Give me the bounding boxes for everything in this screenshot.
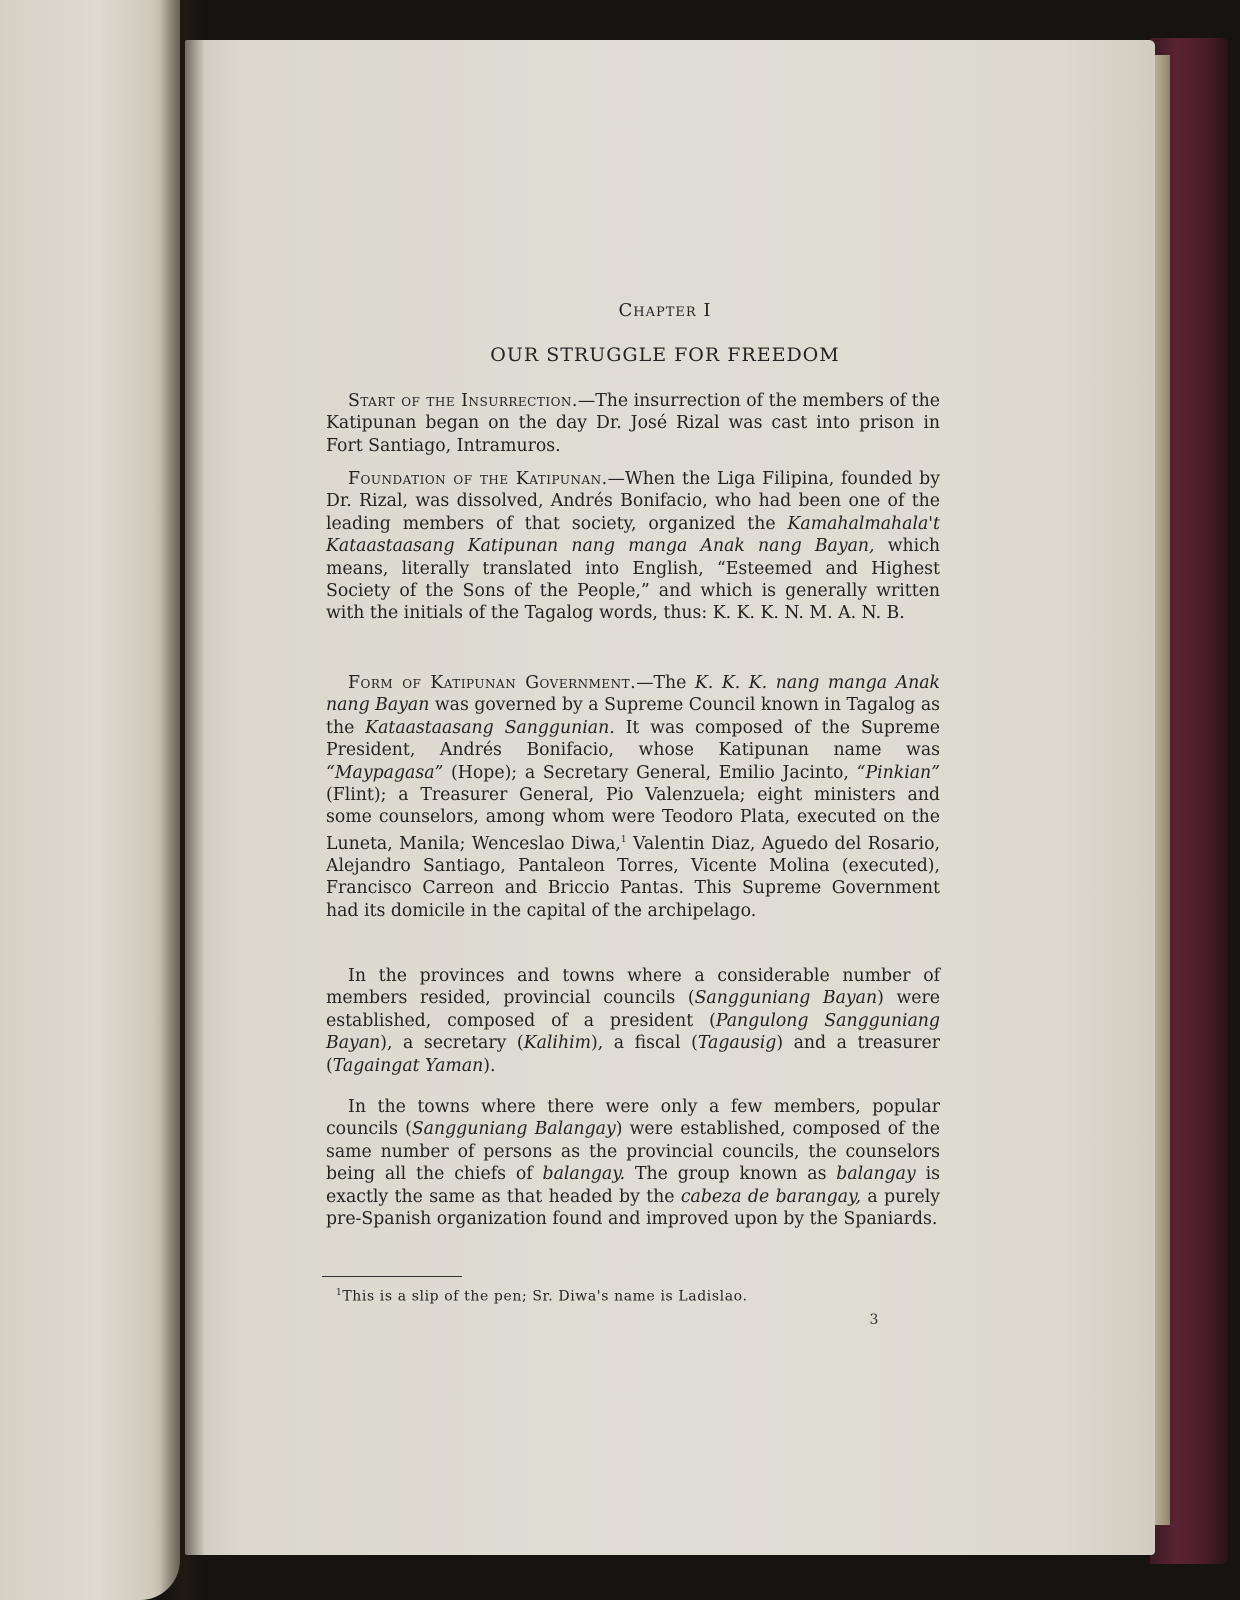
- paragraph-popular-councils: [326, 1096, 940, 1230]
- paragraph-text: —When the Liga Filipina, founded by Dr. Rizal, was dissolved, Andrés Bonifacio, who had been one of the leading members of that society, organized the: [326, 469, 941, 534]
- page-number: 3: [869, 1312, 879, 1328]
- paragraph-text: ).: [483, 1055, 496, 1076]
- paragraph-text: ), a secretary (: [380, 1033, 524, 1054]
- paragraph-text: a purely pre-Spanish organization found and improved upon by the Spaniards.: [326, 1186, 940, 1230]
- paragraph-lead: Start of the Insurrection.: [348, 391, 578, 411]
- paragraph-text: The group known as: [625, 1164, 837, 1185]
- paragraph-text: —The insurrection of the members of the Katipunan began on the day Dr. José Rizal was cast into prison in Fort Santiago, Intramuros.: [326, 391, 940, 456]
- footnote-text: This is a slip of the pen; Sr. Diwa's name is Ladislao.: [342, 1288, 748, 1305]
- paragraph-text: was governed by a Supreme Council known in Tagalog as the: [326, 695, 940, 738]
- paragraph-text: In the towns where there were only a few members, popular councils (: [326, 1097, 940, 1140]
- paragraph-text: Valentin Diaz, Aguedo del Rosario, Alejandro Santiago, Pantaleon Torres, Vicente Molina (executed), Francisco Carreon and Briccio Pantas. This Supreme Government had its domicile in the capital of the archipelago.: [326, 833, 940, 921]
- paragraph-foundation-of-katipunan: [326, 468, 940, 625]
- paragraph-italic: Sangguniang Bayan: [694, 988, 878, 1009]
- paragraph-lead: Form of Katipunan Government.: [348, 673, 637, 693]
- footnote: [336, 1288, 856, 1305]
- paragraph-italic: Kataastaasang Sanggunian.: [365, 717, 615, 738]
- paragraph-text: ), a fiscal (: [591, 1033, 698, 1054]
- paragraph-text: In the provinces and towns where a considerable number of members resided, provincial councils (: [326, 966, 940, 1009]
- paragraph-text: (Flint); a Treasurer General, Pio Valenzuela; eight ministers and some counselors, among whom were Teodoro Plata, executed on the Luneta, Manila; Wenceslao Diwa,: [326, 785, 940, 854]
- paragraph-text: ) were established, composed of a president (: [326, 988, 940, 1031]
- paragraph-provincial-councils: [326, 965, 940, 1077]
- paragraph-text: ) and a treasurer (: [326, 1033, 940, 1076]
- paragraph-text: ) were established, composed of the same number of persons as the provincial councils, the counselors being all the chiefs of: [326, 1119, 940, 1185]
- paragraph-text: is exactly the same as that headed by the: [326, 1164, 941, 1207]
- paragraph-italic: “Pinkian”: [856, 762, 940, 783]
- chapter-title: OUR STRUGGLE FOR FREEDOM: [490, 344, 840, 366]
- paragraph-text: It was composed of the Supreme President, Andrés Bonifacio, whose Katipunan name was: [326, 717, 940, 761]
- paragraph-italic: “Maypagasa”: [326, 762, 444, 783]
- paragraph-start-of-insurrection: [326, 390, 940, 457]
- footnote-marker: 1: [336, 1288, 343, 1298]
- paragraph-italic: Kalihim: [523, 1033, 591, 1054]
- paragraph-text: which means, literally translated into English, “Esteemed and Highest Society of the Sons of the People,” and which is generally written with the initials of the Tagalog words, thus: K. K. K. N. M. A. N. B.: [326, 536, 940, 624]
- footnote-divider: [322, 1276, 462, 1277]
- paragraph-italic: Tagaingat Yaman: [332, 1055, 484, 1076]
- left-page: [0, 0, 180, 1600]
- paragraph-italic: cabeza de barangay,: [680, 1186, 861, 1207]
- paragraph-italic: Pangulong Sangguniang Bayan: [326, 1010, 940, 1054]
- paragraph-text: (Hope); a Secretary General, Emilio Jacinto,: [443, 762, 857, 783]
- paragraph-text: —The: [636, 673, 695, 693]
- paragraph-italic: balangay.: [542, 1164, 626, 1185]
- paragraph-form-of-government: [326, 672, 940, 922]
- paragraph-italic: Sangguniang Balangay: [411, 1119, 616, 1140]
- paragraph-italic: K. K. K. nang manga Anak nang Bayan: [326, 673, 940, 716]
- paragraph-italic: balangay: [836, 1164, 916, 1185]
- book-gutter: [160, 0, 205, 1600]
- footnote-reference: 1: [620, 834, 627, 845]
- paragraph-italic: Kamahalmahala't Kataastaasang Katipunan nang manga Anak nang Bayan,: [326, 513, 940, 557]
- chapter-label: Chapter I: [618, 300, 712, 321]
- paragraph-lead: Foundation of the Katipunan.: [348, 469, 608, 489]
- paragraph-italic: Tagausig: [697, 1033, 777, 1054]
